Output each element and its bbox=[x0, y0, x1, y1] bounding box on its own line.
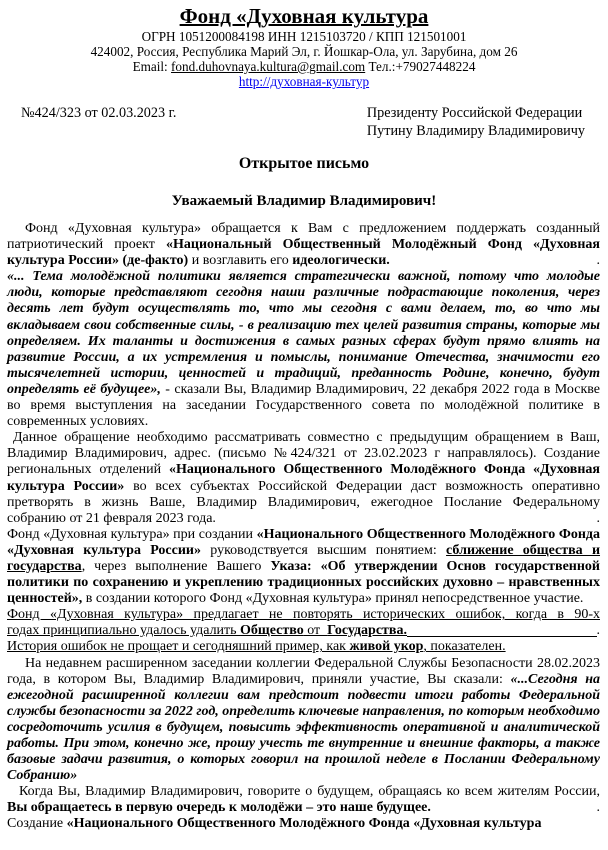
stray-period: . bbox=[596, 623, 600, 639]
text-run: «Национальный Общественный Молодёжный Фонд «Духовная культура России» (де-факто) bbox=[7, 237, 600, 269]
youth-future-paragraph bbox=[7, 784, 600, 816]
text-run: «... Тема молодёжной политики является стратегически важной, потому что молодые люди, которые представляют сегодня наши различные подрастающие поколения, через десять лет будут осуществлять то, что мы сегодня с вами делаем, то, во что мы вкладываем свои собственные силы, - в реализацию тех целей развития страны, которые мы определяем. Их таланты и достижения в самых разных сферах будут прямо влиять на развитие России, а их устремления и помыслы, понимание Отечества, значимости его тысячелетней истории, ценностей и традиций, преданность Родине, конечно, будут определять её будущее», bbox=[7, 269, 600, 397]
text-run: Общество bbox=[240, 623, 304, 639]
fsb-board-paragraph bbox=[7, 656, 600, 785]
recipient-line-2: Путину Владимиру Владимировичу bbox=[366, 122, 585, 139]
text-run: «Национального Общественного Молодёжного Фонда «Духовная культура России» bbox=[7, 526, 601, 558]
text-run: Данное обращение необходимо рассматривать совместно с предыдущим обращением в Ваш, Владимир Владимирович, адрес. (письмо №424/321 от 23.02.2023 г направлялось). Создание региональных отделений bbox=[7, 430, 600, 478]
text-run: История ошибок не прощает и сегодняшний пример, как bbox=[7, 639, 350, 655]
text-run: Государства. bbox=[327, 623, 407, 639]
org-ogrn-line: ОГРН 1051200084198 ИНН 1215103720 / КПП 121501001 bbox=[141, 29, 467, 44]
ref-number-date: №424/323 от 02.03.2023 г. bbox=[21, 105, 177, 121]
email-label: Email: bbox=[132, 59, 172, 74]
history-reproach-line bbox=[7, 639, 600, 655]
text-run: Фонд «Духовная культура» предлагает не повторять исторических ошибок, когда в 90-х bbox=[7, 607, 600, 623]
website-link[interactable]: http://духовная-культур bbox=[238, 74, 370, 89]
text-run: На недавнем расширенном заседании коллегии Федеральной Службы Безопасности 28.02.2023 года, в котором Вы, Владимир Владимирович, приняли участие, Вы сказали: bbox=[7, 655, 600, 687]
email-link[interactable]: fond.duhovnaya.kultura@gmail.com bbox=[171, 59, 366, 74]
text-run: живой укор bbox=[349, 639, 424, 655]
underline-fill bbox=[407, 636, 597, 637]
text-run: и возглавить его bbox=[188, 253, 293, 269]
recipient-line-1: Президенту Российской Федерации bbox=[366, 105, 583, 121]
intro-paragraph bbox=[7, 221, 600, 269]
org-title: Фонд «Духовная культура bbox=[179, 4, 429, 28]
text-run: во всех субъектах Российской Федерации даст возможность оперативно претворять в жизнь Ваше, Владимир Владимирович, ежегодное Послание Федеральному собранию от 21 февраля 2023 года. bbox=[7, 478, 600, 526]
text-run: Фонд «Духовная культура» обращается к Вам с предложением поддержать созданный патриотический проект bbox=[7, 221, 600, 253]
guiding-principle-paragraph bbox=[7, 527, 600, 607]
creation-paragraph-cutoff bbox=[7, 816, 600, 832]
text-run: «Национального Общественного Молодёжного Фонда «Духовная культура bbox=[66, 816, 542, 832]
letter-body bbox=[7, 221, 600, 833]
org-address-line: 424002, Россия, Республика Марий Эл, г. Йошкар-Ола, ул. Зарубина, дом 26 bbox=[90, 44, 518, 59]
text-run: Указа: «Об утверждении Основ государственной политики по сохранению и укреплению традиционных российских духовно – нравственных ценностей», bbox=[7, 558, 601, 607]
text-run: в создании которого Фонд «Духовная культура» принял непосредственное участие. bbox=[82, 591, 584, 607]
recipient-block bbox=[367, 105, 585, 140]
text-run: руководствуется высшим понятием: bbox=[201, 542, 447, 558]
letterhead bbox=[0, 0, 608, 89]
website-line bbox=[0, 74, 608, 89]
putin-quote-youth-policy bbox=[7, 269, 600, 430]
text-run: идеологически. bbox=[292, 253, 390, 269]
text-run: , через выполнение Вашего bbox=[81, 558, 271, 574]
previous-appeal-paragraph bbox=[7, 430, 600, 527]
text-run: «Национального Общественного Молодёжного Фонда «Духовная культура России» bbox=[7, 462, 600, 494]
stray-period: . bbox=[596, 253, 600, 269]
text-run: сближение общества и государства bbox=[7, 542, 601, 574]
text-run: годах принципиально удалось удалить bbox=[7, 623, 241, 639]
historical-mistakes-line-1 bbox=[7, 607, 600, 623]
org-contact-line bbox=[0, 59, 608, 74]
salutation: Уважаемый Владимир Владимирович! bbox=[171, 193, 437, 209]
text-run: «...Сегодня на ежегодной расширенной коллегии вам предстоит подвести итоги работы Федеральной службы безопасности за 2022 год, определить ключевые направления, по которым необходимо сосредоточить усилия в будущем, повысить эффективность оперативной и аналитической работы. При этом, конечно же, прошу учесть те внутренние и внешние факторы, а также базовые задачи развития, о которых говорил на прошлой неделе в Послании Федеральному Собранию» bbox=[7, 671, 601, 784]
phone-number: Тел.:+79027448224 bbox=[365, 59, 476, 74]
letter-subject: Открытое письмо bbox=[238, 155, 370, 172]
text-run: Когда Вы, Владимир Владимирович, говорите о будущем, обращаясь ко всем жителям России, bbox=[19, 784, 600, 800]
text-run: - сказали Вы, Владимир Владимирович, 22 декабря 2022 года в Москве во время выступления на заседании Государственного совета по молодёжной политике в современных условиях. bbox=[7, 381, 600, 430]
stray-period: . bbox=[596, 510, 600, 526]
text-run: , показателен. bbox=[423, 639, 506, 655]
historical-mistakes-line-2 bbox=[7, 623, 600, 639]
reference-row bbox=[21, 105, 585, 140]
text-run: от bbox=[303, 623, 328, 639]
text-run: Создание bbox=[7, 816, 67, 832]
stray-period: . bbox=[596, 800, 600, 816]
text-run: Вы обращаетесь в первую очередь к молодёжи – это наше будущее. bbox=[7, 800, 431, 816]
text-run: Фонд «Духовная культура» при создании bbox=[7, 526, 257, 542]
